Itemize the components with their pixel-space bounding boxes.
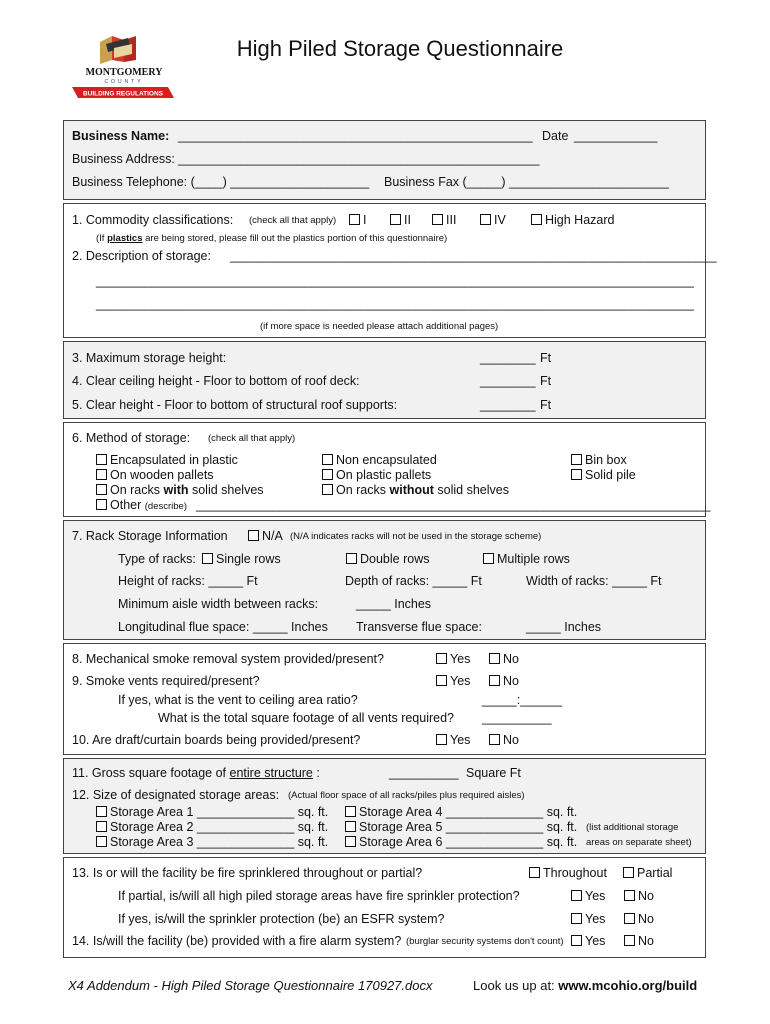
- q13-partial-question: If partial, is/will all high piled storage areas have fire sprinkler protection?: [118, 889, 520, 903]
- checkbox-icon: [489, 734, 500, 745]
- q8-no-option[interactable]: No: [489, 652, 519, 666]
- q12-label: 12. Size of designated storage areas:: [72, 788, 280, 802]
- partial-option[interactable]: Partial: [623, 866, 672, 880]
- class-i-option[interactable]: I: [349, 213, 366, 227]
- logo-banner: BUILDING REGULATIONS: [82, 90, 164, 98]
- square-footage-section: [63, 758, 706, 854]
- q14-hint: (burglar security systems don't count): [406, 936, 564, 947]
- unit-ft: Ft: [540, 398, 552, 412]
- racks-solid-shelves-option[interactable]: On racks with solid shelves: [96, 483, 264, 497]
- vent-ratio-field[interactable]: _____:______: [482, 693, 562, 707]
- q13b-yes-option[interactable]: Yes: [571, 912, 605, 926]
- checkbox-icon: [322, 454, 333, 465]
- class-ii-option[interactable]: II: [390, 213, 411, 227]
- checkbox-icon: [322, 484, 333, 495]
- square-ft-unit: Square Ft: [466, 766, 521, 780]
- max-storage-height-field[interactable]: ________: [480, 351, 536, 365]
- storage-area-5[interactable]: Storage Area 5 ______________ sq. ft.: [345, 820, 577, 834]
- checkbox-icon: [571, 913, 582, 924]
- checkbox-icon: [390, 214, 401, 225]
- gross-sqft-field[interactable]: __________: [389, 766, 459, 780]
- checkbox-icon: [345, 821, 356, 832]
- checkbox-icon: [248, 530, 259, 541]
- checkbox-icon: [345, 836, 356, 847]
- additional-areas-note-1: (list additional storage: [586, 822, 679, 833]
- q13-label: 13. Is or will the facility be fire sprinklered throughout or partial?: [72, 866, 423, 880]
- q9-no-option[interactable]: No: [489, 674, 519, 688]
- storage-area-2[interactable]: Storage Area 2 ______________ sq. ft.: [96, 820, 328, 834]
- q12-hint: (Actual floor space of all racks/piles plus required aisles): [288, 790, 525, 801]
- business-name-label: Business Name:: [72, 129, 170, 143]
- logo-sub: COUNTY: [104, 79, 144, 85]
- class-iii-option[interactable]: III: [432, 213, 456, 227]
- storage-area-4[interactable]: Storage Area 4 ______________ sq. ft.: [345, 805, 577, 819]
- checkbox-icon: [623, 867, 634, 878]
- q9-yes-option[interactable]: Yes: [436, 674, 470, 688]
- unit-ft: Ft: [540, 374, 552, 388]
- checkbox-icon: [571, 890, 582, 901]
- q13a-no-option[interactable]: No: [624, 889, 654, 903]
- q1-hint: (check all that apply): [249, 215, 337, 226]
- logo-name: MONTGOMERY: [85, 67, 163, 78]
- checkbox-icon: [96, 836, 107, 847]
- q1-note: (If plastics are being stored, please fill out the plastics portion of this questionnaire): [96, 233, 448, 244]
- q4-label: 4. Clear ceiling height - Floor to bottom of roof deck:: [72, 374, 360, 388]
- checkbox-icon: [571, 469, 582, 480]
- checkbox-icon: [436, 653, 447, 664]
- q13b-no-option[interactable]: No: [624, 912, 654, 926]
- q8-yes-option[interactable]: Yes: [436, 652, 470, 666]
- wooden-pallets-option[interactable]: On wooden pallets: [96, 468, 214, 482]
- longitudinal-flue-field[interactable]: Longitudinal flue space: _____ Inches: [118, 620, 328, 634]
- q10-no-option[interactable]: No: [489, 733, 519, 747]
- unit-ft: Ft: [540, 351, 552, 365]
- q1-label: 1. Commodity classifications:: [72, 213, 234, 227]
- checkbox-icon: [96, 484, 107, 495]
- building-blocks-graphic: [100, 36, 136, 64]
- checkbox-icon: [489, 675, 500, 686]
- smoke-section: [63, 643, 706, 755]
- checkbox-icon: [483, 553, 494, 564]
- vent-sqft-label: What is the total square footage of all vents required?: [158, 711, 455, 725]
- storage-description-line-2[interactable]: ______________________________________________________________________________________: [96, 274, 694, 288]
- rack-depth-field[interactable]: Depth of racks: _____ Ft: [345, 574, 482, 588]
- q6-label: 6. Method of storage:: [72, 431, 191, 445]
- transverse-flue-field[interactable]: _____ Inches: [526, 620, 602, 634]
- storage-description-line-3[interactable]: ______________________________________________________________________________________: [96, 297, 694, 311]
- aisle-width-label: Minimum aisle width between racks:: [118, 597, 319, 611]
- rack-width-field[interactable]: Width of racks: _____ Ft: [526, 574, 662, 588]
- q10-yes-option[interactable]: Yes: [436, 733, 470, 747]
- vent-ratio-label: If yes, what is the vent to ceiling area ratio?: [118, 693, 358, 707]
- business-info-section: [63, 120, 706, 200]
- q14-no-option[interactable]: No: [624, 934, 654, 948]
- multiple-rows-option[interactable]: Multiple rows: [483, 552, 570, 566]
- date-field[interactable]: ____________: [574, 129, 658, 143]
- checkbox-icon: [531, 214, 542, 225]
- q5-label: 5. Clear height - Floor to bottom of structural roof supports:: [72, 398, 398, 412]
- checkbox-icon: [436, 734, 447, 745]
- throughout-option[interactable]: Throughout: [529, 866, 607, 880]
- clear-ceiling-height-field[interactable]: ________: [480, 374, 536, 388]
- checkbox-icon: [96, 469, 107, 480]
- business-address-field[interactable]: ____________________________________________________: [178, 152, 540, 166]
- commodity-section: [63, 203, 717, 338]
- non-encapsulated-option[interactable]: Non encapsulated: [322, 453, 437, 467]
- q9-label: 9. Smoke vents required/present?: [72, 674, 260, 688]
- date-label: Date: [542, 129, 569, 143]
- checkbox-icon: [529, 867, 540, 878]
- checkbox-icon: [436, 675, 447, 686]
- q13-esfr-question: If yes, is/will the sprinkler protection (be) an ESFR system?: [118, 912, 445, 926]
- checkbox-icon: [624, 913, 635, 924]
- aisle-width-field[interactable]: _____ Inches: [356, 597, 432, 611]
- q14-yes-option[interactable]: Yes: [571, 934, 605, 948]
- storage-method-section: [63, 422, 711, 517]
- checkbox-icon: [96, 454, 107, 465]
- checkbox-icon: [96, 806, 107, 817]
- storage-description-line-1[interactable]: ______________________________________________________________________: [230, 249, 717, 263]
- q6-hint: (check all that apply): [208, 433, 296, 444]
- rack-storage-section: [63, 520, 706, 640]
- checkbox-icon: [571, 935, 582, 946]
- q2-label: 2. Description of storage:: [72, 249, 211, 263]
- class-iv-option[interactable]: IV: [480, 213, 506, 227]
- checkbox-icon: [96, 821, 107, 832]
- single-rows-option[interactable]: Single rows: [202, 552, 281, 566]
- storage-area-6[interactable]: Storage Area 6 ______________ sq. ft.: [345, 835, 577, 849]
- other-option[interactable]: Other (describe): [96, 498, 187, 512]
- q10-label: 10. Are draft/curtain boards being provided/present?: [72, 733, 361, 747]
- page-title: High Piled Storage Questionnaire: [236, 36, 564, 61]
- checkbox-icon: [349, 214, 360, 225]
- racks-without-shelves-option[interactable]: On racks without solid shelves: [322, 483, 509, 497]
- q3-label: 3. Maximum storage height:: [72, 351, 227, 365]
- q14-label: 14. Is/will the facility (be) provided with a fire alarm system?: [72, 934, 402, 948]
- high-hazard-option[interactable]: High Hazard: [531, 213, 614, 227]
- solid-pile-option[interactable]: Solid pile: [571, 468, 636, 482]
- business-name-field[interactable]: ___________________________________________________: [178, 129, 533, 143]
- q13a-yes-option[interactable]: Yes: [571, 889, 605, 903]
- rack-type-label: Type of racks:: [118, 552, 196, 566]
- na-option[interactable]: N/A: [248, 529, 283, 543]
- document-filename: X4 Addendum - High Piled Storage Questionnaire 170927.docx: [68, 978, 433, 993]
- business-fax-field[interactable]: Business Fax (_____) _______________________: [384, 175, 669, 189]
- checkbox-icon: [624, 890, 635, 901]
- clear-height-field[interactable]: ________: [480, 398, 536, 412]
- other-describe-field[interactable]: __________________________________________________________________________: [196, 498, 711, 512]
- business-telephone-field[interactable]: Business Telephone: (____) ____________________: [72, 175, 370, 189]
- footer-website[interactable]: Look us up at: www.mcohio.org/build: [473, 978, 698, 993]
- encapsulated-option[interactable]: Encapsulated in plastic: [96, 453, 238, 467]
- checkbox-icon: [322, 469, 333, 480]
- checkbox-icon: [489, 653, 500, 664]
- checkbox-icon: [432, 214, 443, 225]
- q11-label: 11. Gross square footage of entire structure :: [72, 766, 320, 780]
- checkbox-icon: [96, 499, 107, 510]
- business-address-label: Business Address:: [72, 152, 175, 166]
- checkbox-icon: [346, 553, 357, 564]
- double-rows-option[interactable]: Double rows: [346, 552, 429, 566]
- plastic-pallets-option[interactable]: On plastic pallets: [322, 468, 431, 482]
- storage-area-3[interactable]: Storage Area 3 ______________ sq. ft.: [96, 835, 328, 849]
- checkbox-icon: [571, 454, 582, 465]
- fire-protection-section: [63, 857, 706, 958]
- additional-areas-note-2: areas on separate sheet): [586, 837, 692, 848]
- rack-height-field[interactable]: Height of racks: _____ Ft: [118, 574, 258, 588]
- checkbox-icon: [345, 806, 356, 817]
- q8-label: 8. Mechanical smoke removal system provided/present?: [72, 652, 384, 666]
- transverse-flue-label: Transverse flue space:: [356, 620, 482, 634]
- bin-box-option[interactable]: Bin box: [571, 453, 627, 467]
- montgomery-county-logo: [68, 30, 180, 100]
- q2-note: (if more space is needed please attach additional pages): [260, 321, 499, 332]
- storage-area-1[interactable]: Storage Area 1 ______________ sq. ft.: [96, 805, 328, 819]
- checkbox-icon: [202, 553, 213, 564]
- checkbox-icon: [624, 935, 635, 946]
- heights-section: [63, 341, 706, 419]
- na-hint: (N/A indicates racks will not be used in the storage scheme): [290, 531, 542, 542]
- vent-sqft-field[interactable]: __________: [482, 711, 552, 725]
- checkbox-icon: [480, 214, 491, 225]
- q7-label: 7. Rack Storage Information: [72, 529, 228, 543]
